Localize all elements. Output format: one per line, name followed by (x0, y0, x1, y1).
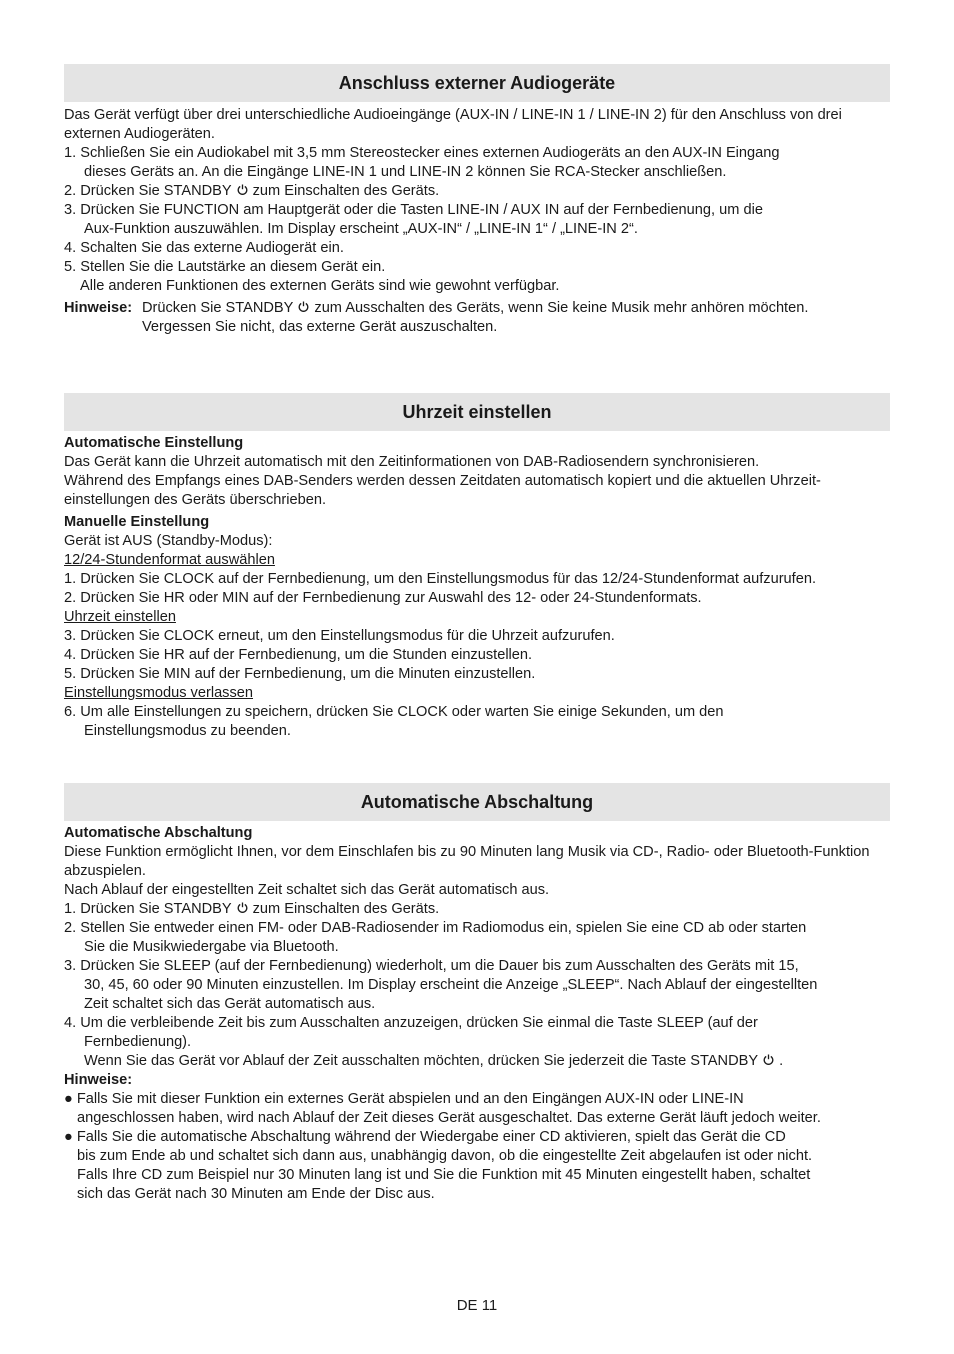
sleep-step-4-d: . (779, 1053, 784, 1069)
clock-auto-2: Während des Empfangs eines DAB-Senders werden dessen Zeitdaten automatisch kopiert und die aktuellen Uhrzeit-einstellungen des Geräts überschrieben. (64, 473, 821, 508)
aux-step-2-text: 2. Drücken Sie STANDBY (64, 183, 232, 199)
aux-step-4: 4. Schalten Sie das externe Audiogerät ein. (64, 240, 344, 256)
aux-step-2-text-b: zum Einschalten des Geräts. (252, 183, 440, 199)
sleep-step-1 (64, 900, 890, 919)
sleep-bullet-2: ● Falls Sie die automatische Abschaltung während der Wiedergabe einer CD aktivieren, spielt das Gerät die CD (64, 1129, 786, 1145)
clock-step-1: 1. Drücken Sie CLOCK auf der Fernbedienung, um den Einstellungsmodus für das 12/24-Stundenformat aufzurufen. (64, 571, 817, 587)
section-title-aux: Anschluss externer Audiogeräte (338, 72, 616, 93)
section-header-aux (64, 64, 890, 102)
sleep-step-2-cont: Sie die Musikwiedergabe via Bluetooth. (84, 939, 339, 955)
sleep-bullet-1-cont: angeschlossen haben, wird nach Ablauf der Zeit dieses Gerät ausgeschaltet. Das externe Gerät läuft jedoch weiter. (77, 1110, 821, 1126)
sleep-bullet-2-cont-1: bis zum Ende ab und schaltet sich dann aus, unabhängig davon, ob die eingestellte Zeit abgelaufen ist oder nicht. (77, 1148, 813, 1164)
aux-step-1-cont: dieses Geräts an. An die Eingänge LINE-IN 1 und LINE-IN 2 können Sie RCA-Stecker anschließen. (84, 164, 727, 180)
clock-step-5: 5. Drücken Sie MIN auf der Fernbedienung, um die Minuten einzustellen. (64, 666, 536, 682)
sleep-step-4: 4. Um die verbleibende Zeit bis zum Ausschalten anzuzeigen, drücken Sie einmal die Taste SLEEP (auf der (64, 1015, 758, 1031)
clock-auto-heading: Automatische Einstellung (64, 435, 244, 451)
section-header-clock (64, 393, 890, 431)
sleep-step-4-c: Wenn Sie das Gerät vor Ablauf der Zeit ausschalten möchten, drücken Sie jederzeit die Taste STANDBY (84, 1053, 759, 1069)
sleep-step-3-cont-1: 30, 45, 60 oder 90 Minuten einzustellen. Im Display erscheint die Anzeige „SLEEP“. Nach Ablauf der eingestellten (84, 977, 818, 993)
clock-sub-format: 12/24-Stundenformat auswählen (64, 552, 275, 568)
power-icon (762, 1053, 775, 1066)
sleep-step-4-cont-2 (64, 1052, 890, 1071)
aux-note-text (142, 299, 808, 318)
sleep-step-3: 3. Drücken Sie SLEEP (auf der Fernbedienung) wiederholt, um die Dauer bis zum Ausschalten des Geräts mit 15, (64, 958, 799, 974)
section-title-clock: Uhrzeit einstellen (402, 401, 552, 422)
clock-sub-time: Uhrzeit einstellen (64, 609, 176, 625)
clock-step-6-cont: Einstellungsmodus zu beenden. (84, 723, 291, 739)
aux-step-5: 5. Stellen Sie die Lautstärke an diesem Gerät ein. (64, 259, 386, 275)
clock-step-6: 6. Um alle Einstellungen zu speichern, drücken Sie CLOCK oder warten Sie einige Sekunden, um den (64, 704, 724, 720)
aux-note-label: Hinweise: (64, 300, 133, 316)
power-icon (236, 901, 249, 914)
aux-note-2: Vergessen Sie nicht, das externe Gerät auszuschalten. (142, 319, 498, 335)
section-body-sleep (64, 824, 890, 1204)
clock-step-2: 2. Drücken Sie HR oder MIN auf der Fernbedienung zur Auswahl des 12- oder 24-Stundenformats. (64, 590, 702, 606)
sleep-step-3-cont-2: Zeit schaltet sich das Gerät automatisch aus. (84, 996, 376, 1012)
section-body-aux (64, 106, 890, 337)
aux-step-5-cont: Alle anderen Funktionen des externen Geräts sind wie gewohnt verfügbar. (80, 278, 560, 294)
sleep-bullet-2-cont-3: sich das Gerät nach 30 Minuten am Ende der Disc aus. (77, 1186, 435, 1202)
clock-sub-exit: Einstellungsmodus verlassen (64, 685, 254, 701)
sleep-step-2: 2. Stellen Sie entweder einen FM- oder DAB-Radiosender im Radiomodus ein, spielen Sie eine CD ab oder starten (64, 920, 807, 936)
sleep-step-1-a: 1. Drücken Sie STANDBY (64, 901, 232, 917)
sleep-heading: Automatische Abschaltung (64, 825, 253, 841)
sleep-bullet-2-cont-2: Falls Ihre CD zum Beispiel nur 30 Minuten lang ist und Sie die Funktion mit 45 Minuten eingestellt haben, schaltet (77, 1167, 811, 1183)
page-number: DE 11 (456, 1297, 498, 1314)
power-icon (297, 300, 310, 313)
aux-note-1a: Drücken Sie STANDBY (142, 300, 294, 316)
aux-step-2 (64, 182, 890, 201)
clock-manual-heading: Manuelle Einstellung (64, 514, 210, 530)
sleep-step-4-cont-1: Fernbedienung). (84, 1034, 192, 1050)
sleep-step-1-b: zum Einschalten des Geräts. (252, 901, 440, 917)
aux-step-1: 1. Schließen Sie ein Audiokabel mit 3,5 mm Stereostecker eines externen Audiogeräts an den AUX-IN Eingang (64, 145, 780, 161)
sleep-notes-heading: Hinweise: (64, 1072, 133, 1088)
aux-note (64, 299, 890, 318)
aux-note-1b: zum Ausschalten des Geräts, wenn Sie keine Musik mehr anhören möchten. (314, 300, 809, 316)
clock-step-3: 3. Drücken Sie CLOCK erneut, um den Einstellungsmodus für die Uhrzeit aufzurufen. (64, 628, 615, 644)
power-icon (236, 183, 249, 196)
section-title-sleep: Automatische Abschaltung (360, 791, 594, 812)
clock-manual-intro: Gerät ist AUS (Standby-Modus): (64, 533, 273, 549)
sleep-p2: Nach Ablauf der eingestellten Zeit schaltet sich das Gerät automatisch aus. (64, 882, 550, 898)
sleep-p1: Diese Funktion ermöglicht Ihnen, vor dem Einschlafen bis zu 90 Minuten lang Musik via CD-, Radio- oder Bluetooth-Funktion abzuspielen. (64, 844, 870, 879)
clock-auto-1: Das Gerät kann die Uhrzeit automatisch mit den Zeitinformationen von DAB-Radiosendern synchronisieren. (64, 454, 760, 470)
aux-step-3-cont: Aux-Funktion auszuwählen. Im Display erscheint „AUX-IN“ / „LINE-IN 1“ / „LINE-IN 2“. (84, 221, 638, 237)
clock-step-4: 4. Drücken Sie HR auf der Fernbedienung, um die Stunden einzustellen. (64, 647, 533, 663)
aux-intro: Das Gerät verfügt über drei unterschiedliche Audioeingänge (AUX-IN / LINE-IN 1 / LINE-IN 2) für den Anschluss von drei externen Audiogeräten. (64, 107, 842, 142)
aux-step-3: 3. Drücken Sie FUNCTION am Hauptgerät oder die Tasten LINE-IN / AUX IN auf der Fernbedienung, um die (64, 202, 763, 218)
section-body-clock (64, 434, 890, 741)
sleep-bullet-1: ● Falls Sie mit dieser Funktion ein externes Gerät abspielen und an den Eingängen AUX-IN oder LINE-IN (64, 1091, 744, 1107)
section-header-sleep (64, 783, 890, 821)
